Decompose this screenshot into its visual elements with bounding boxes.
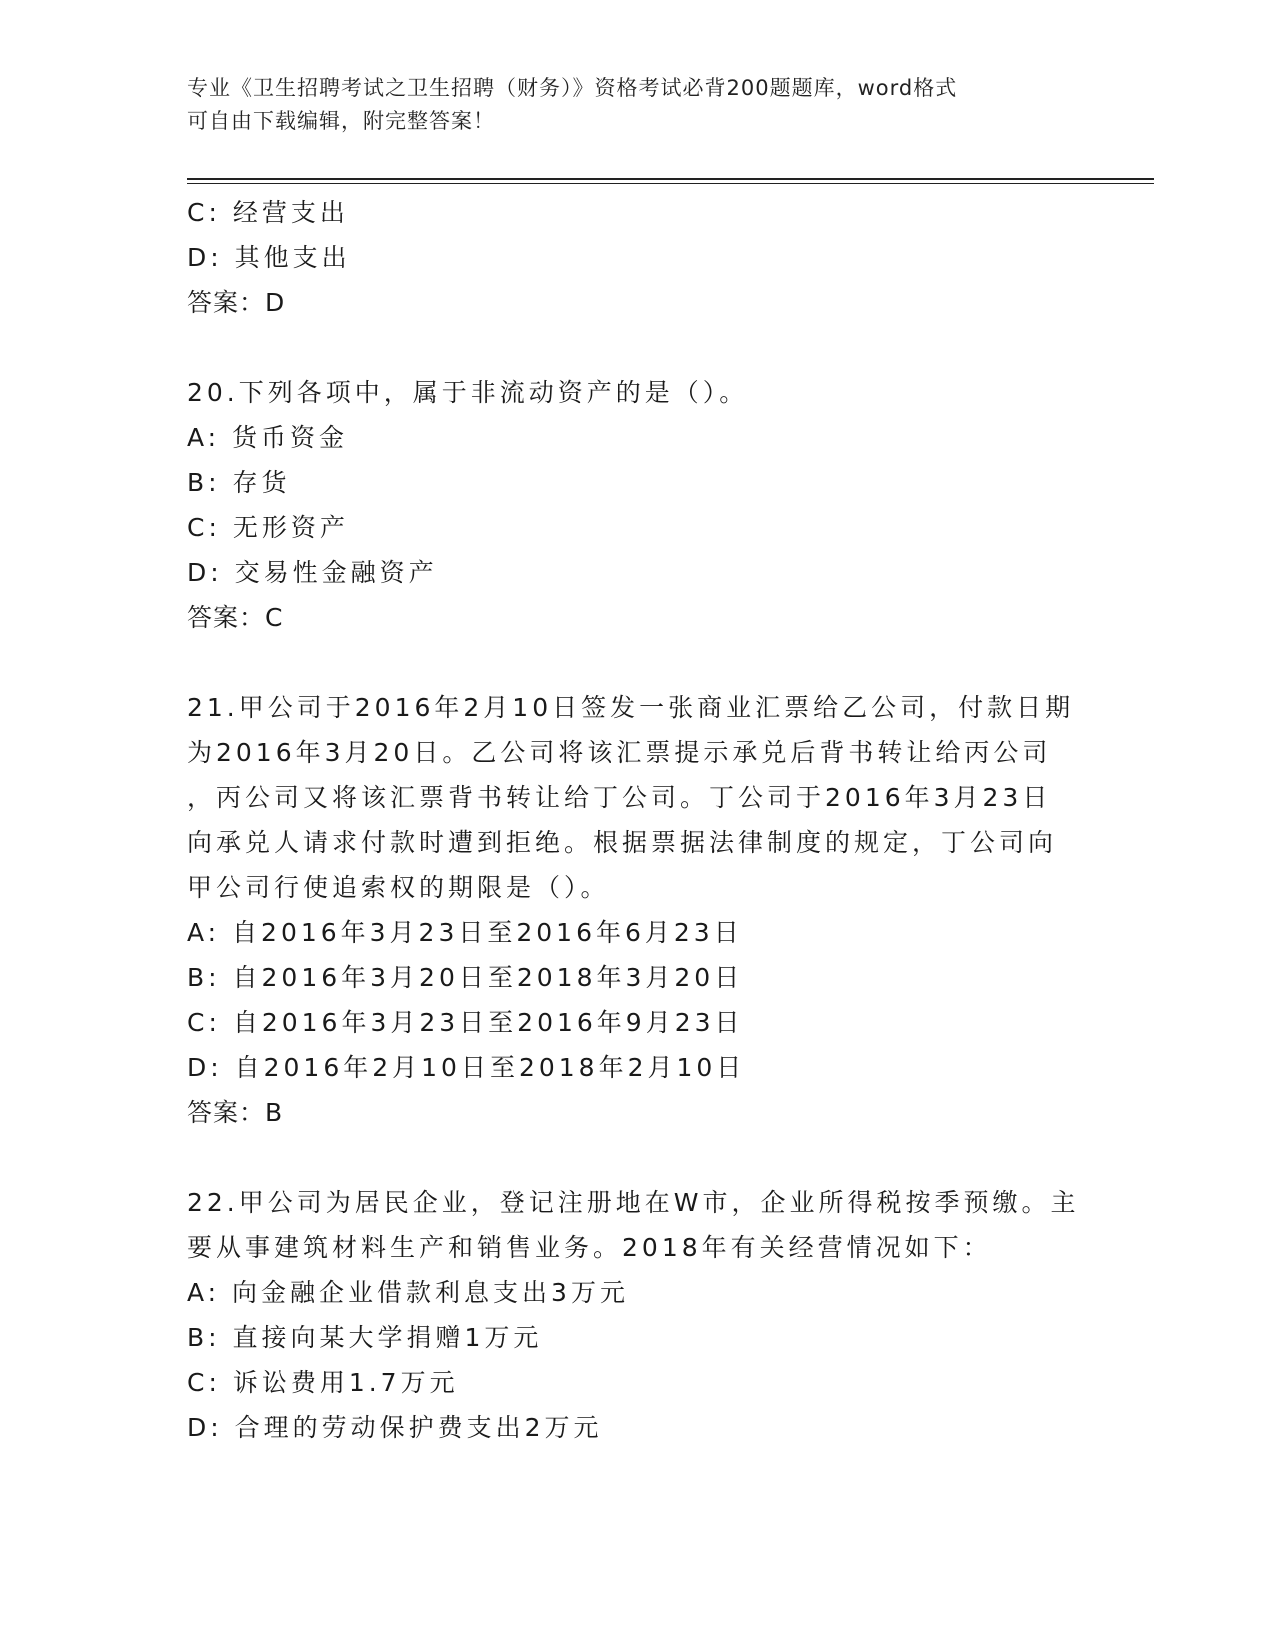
option-b: B: 存货 [187, 468, 291, 497]
answer: 答案：B [187, 1098, 284, 1127]
option-b: B: 直接向某大学捐赠1万元 [187, 1323, 543, 1352]
question-stem-line: 要从事建筑材料生产和销售业务。2018年有关经营情况如下： [187, 1233, 992, 1262]
option-c: C: 无形资产 [187, 513, 349, 542]
header-line-2: 可自由下载编辑，附完整答案！ [187, 109, 495, 133]
option-a: A: 向金融企业借款利息支出3万元 [187, 1278, 629, 1307]
option-d: D: 合理的劳动保护费支出2万元 [187, 1413, 603, 1442]
question-20 [187, 370, 1087, 640]
option-d: D: 其他支出 [187, 243, 351, 272]
option-c: C: 经营支出 [187, 198, 349, 227]
option-c: C: 自2016年3月23日至2016年9月23日 [187, 1008, 744, 1037]
header-divider-thick [187, 178, 1154, 180]
question-stem-line: 向承兑人请求付款时遭到拒绝。根据票据法律制度的规定，丁公司向 [187, 828, 1058, 857]
question-19 [187, 190, 1087, 325]
document-header [187, 72, 1087, 138]
question-spacer [187, 1135, 1087, 1180]
header-line-1: 专业《卫生招聘考试之卫生招聘（财务）》资格考试必背200题题库，word格式 [187, 76, 958, 100]
question-stem-line: ，丙公司又将该汇票背书转让给丁公司。丁公司于2016年3月23日 [187, 783, 1052, 812]
question-22 [187, 1180, 1087, 1450]
document-body [187, 190, 1087, 1450]
question-spacer [187, 640, 1087, 685]
option-c: C: 诉讼费用1.7万元 [187, 1368, 459, 1397]
answer: 答案：D [187, 288, 286, 317]
answer: 答案：C [187, 603, 284, 632]
option-b: B: 自2016年3月20日至2018年3月20日 [187, 963, 744, 992]
question-stem-line: 甲公司行使追索权的期限是（）。 [187, 873, 610, 902]
question-stem-line: 22.甲公司为居民企业，登记注册地在W市，企业所得税按季预缴。主 [187, 1188, 1080, 1217]
option-a: A: 货币资金 [187, 423, 349, 452]
option-a: A: 自2016年3月23日至2016年6月23日 [187, 918, 743, 947]
question-stem-line: 为2016年3月20日。乙公司将该汇票提示承兑后背书转让给丙公司 [187, 738, 1052, 767]
question-21 [187, 685, 1087, 1135]
question-stem-line: 21.甲公司于2016年2月10日签发一张商业汇票给乙公司，付款日期 [187, 693, 1075, 722]
header-divider-thin [187, 183, 1154, 184]
question-spacer [187, 325, 1087, 370]
option-d: D: 自2016年2月10日至2018年2月10日 [187, 1053, 746, 1082]
option-d: D: 交易性金融资产 [187, 558, 438, 587]
question-stem: 20.下列各项中，属于非流动资产的是（）。 [187, 378, 749, 407]
